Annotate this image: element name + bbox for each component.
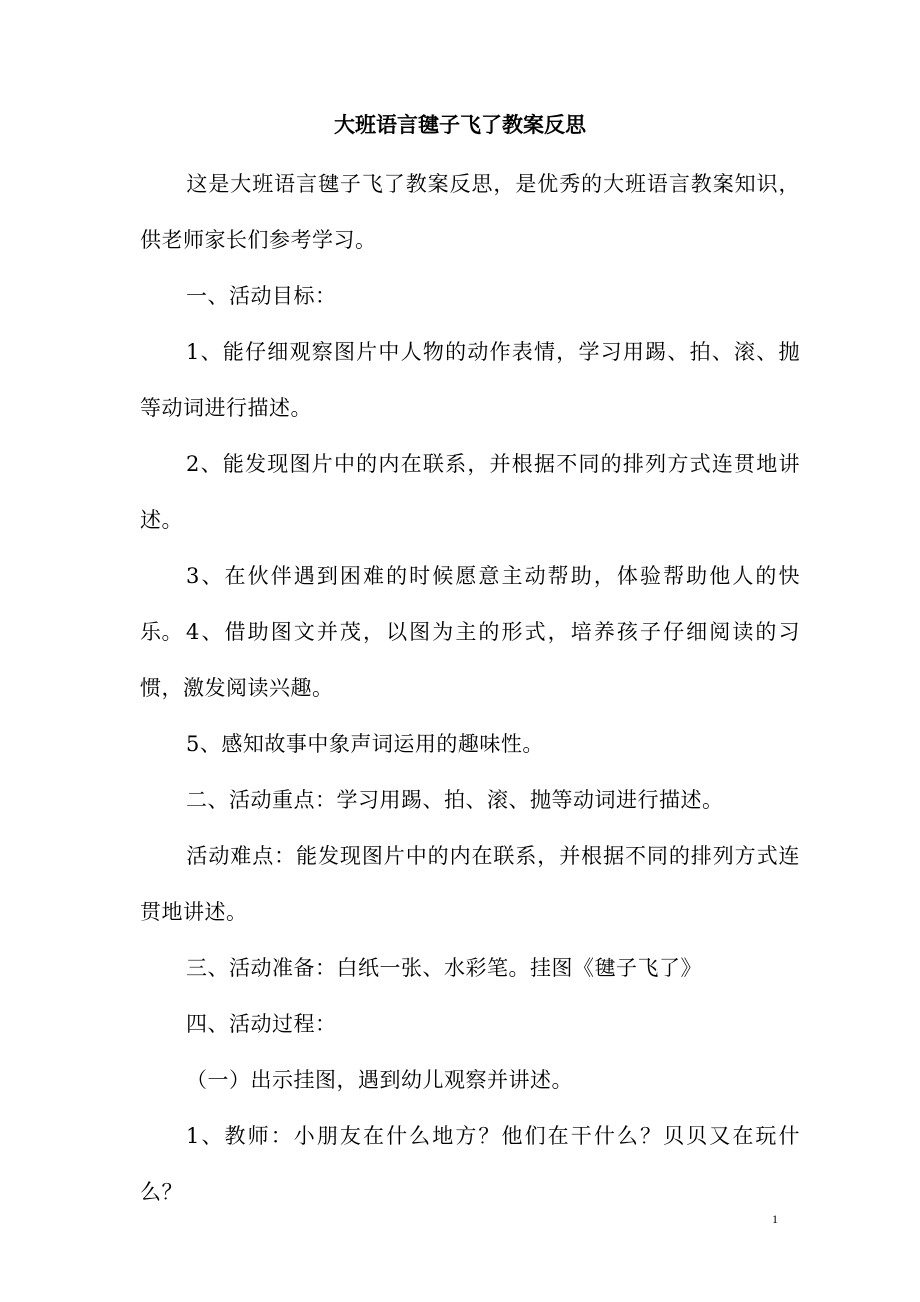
paragraph-text: 这是大班语言毽子飞了教案反思，是优秀的大班语言教案知识，供老师家长们参考学习。 [140,172,800,252]
process-question-1 [140,1108,800,1220]
page-number: 1 [772,1212,778,1226]
paragraph-text: 5、感知故事中象声词运用的趣味性。 [186,732,544,756]
heading-process [140,996,800,1052]
paragraph-text: （一）出示挂图，遇到幼儿观察并讲述。 [186,1068,573,1092]
paragraph-text: 四、活动过程： [186,1012,337,1036]
paragraph-text: 3、在伙伴遇到困难的时候愿意主动帮助，体验帮助他人的快乐。 [140,564,800,644]
paragraph-text: 活动难点：能发现图片中的内在联系，并根据不同的排列方式连贯地讲述。 [140,844,800,924]
difficult-points [140,828,800,940]
objective-1 [140,324,800,436]
paragraph-text: 4、借助图文并茂，以图为主的形式，培养孩子仔细阅读的习惯，激发阅读兴趣。 [140,620,800,700]
heading-preparation [140,940,800,996]
paragraph-text: 2、能发现图片中的内在联系，并根据不同的排列方式连贯地讲述。 [140,452,800,532]
paragraph-intro [140,156,800,268]
process-step-1 [140,1052,800,1108]
objective-2 [140,436,800,548]
objective-4 [140,604,800,716]
heading-objectives [140,268,800,324]
paragraph-text: 1、能仔细观察图片中人物的动作表情，学习用踢、拍、滚、抛等动词进行描述。 [140,340,800,420]
document-title: 大班语言毽子飞了教案反思 [334,113,586,137]
heading-key-points [140,772,800,828]
paragraph-text: 二、活动重点：学习用踢、拍、滚、抛等动词进行描述。 [186,788,724,812]
paragraph-text: 三、活动准备：白纸一张、水彩笔。挂图《毽子飞了》 [186,956,702,980]
paragraph-text: 1、教师：小朋友在什么地方？他们在干什么？贝贝又在玩什么？ [140,1124,800,1204]
paragraph-text: 一、活动目标： [186,284,337,308]
objective-5 [140,716,800,772]
